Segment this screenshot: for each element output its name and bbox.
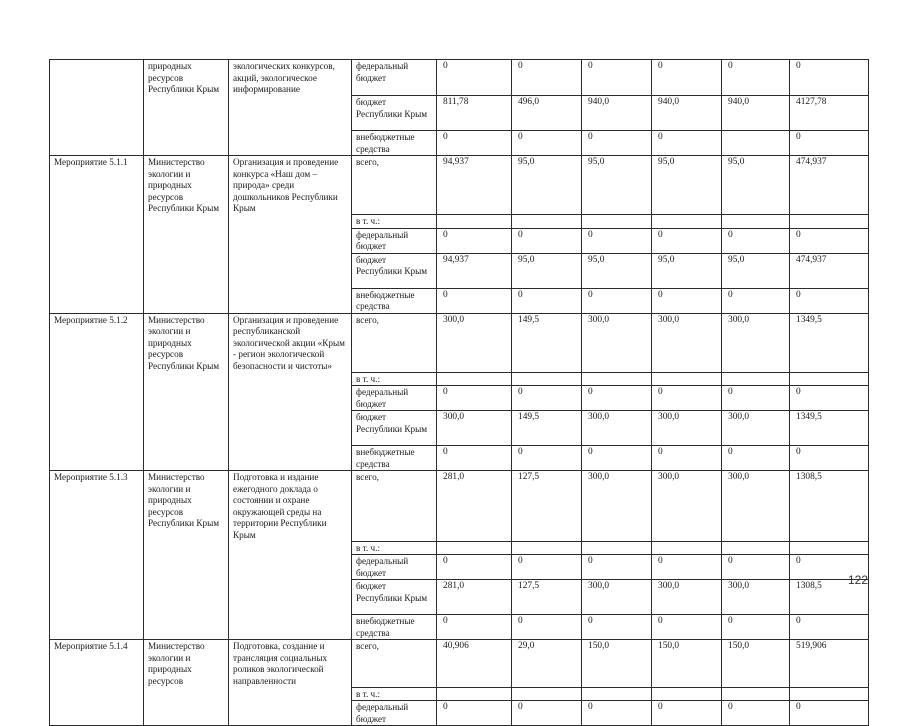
amount-cell: 95,0	[652, 253, 722, 288]
amount-cell: 95,0	[652, 156, 722, 215]
funding-source-cell: всего,	[352, 640, 437, 688]
amount-cell: 0	[582, 446, 652, 471]
amount-cell: 0	[722, 288, 790, 313]
table-row	[50, 615, 869, 640]
amount-cell: 300,0	[437, 411, 512, 446]
amount-cell: 0	[512, 555, 582, 580]
description-cell	[229, 96, 352, 131]
amount-cell: 0	[790, 60, 869, 96]
amount-cell	[512, 215, 582, 229]
amount-cell: 150,0	[722, 640, 790, 688]
description-cell	[229, 541, 352, 555]
table-row	[50, 60, 869, 96]
funding-source-cell: всего,	[352, 156, 437, 215]
amount-cell: 0	[790, 288, 869, 313]
table-row	[50, 580, 869, 615]
amount-cell: 1308,5	[790, 580, 869, 615]
amount-cell: 0	[582, 615, 652, 640]
amount-cell: 0	[437, 701, 512, 726]
amount-cell: 0	[512, 228, 582, 253]
amount-cell: 300,0	[652, 471, 722, 542]
event-cell	[50, 372, 144, 386]
amount-cell: 0	[582, 228, 652, 253]
amount-cell	[790, 541, 869, 555]
table-row	[50, 446, 869, 471]
description-cell	[229, 687, 352, 701]
amount-cell: 0	[790, 131, 869, 156]
table-row	[50, 313, 869, 372]
description-cell: Организация и проведение республиканской экологической акции «Крым - регион экологической безопасности и чистоты»	[229, 313, 352, 372]
executor-cell: Министерство экологии и природных ресурсов	[144, 640, 229, 688]
description-cell	[229, 411, 352, 446]
executor-cell	[144, 253, 229, 288]
event-cell	[50, 253, 144, 288]
description-cell	[229, 555, 352, 580]
executor-cell	[144, 131, 229, 156]
amount-cell	[512, 541, 582, 555]
amount-cell	[790, 215, 869, 229]
amount-cell: 0	[722, 386, 790, 411]
amount-cell: 94,937	[437, 156, 512, 215]
amount-cell: 1349,5	[790, 411, 869, 446]
description-cell: Подготовка, создание и трансляция социальных роликов экологической направленности	[229, 640, 352, 688]
amount-cell: 811,78	[437, 96, 512, 131]
executor-cell	[144, 615, 229, 640]
amount-cell: 0	[437, 288, 512, 313]
executor-cell	[144, 411, 229, 446]
amount-cell: 300,0	[582, 471, 652, 542]
amount-cell: 0	[790, 555, 869, 580]
amount-cell: 0	[652, 701, 722, 726]
description-cell	[229, 372, 352, 386]
amount-cell: 0	[722, 60, 790, 96]
executor-cell	[144, 288, 229, 313]
funding-source-cell: всего,	[352, 471, 437, 542]
table-row	[50, 640, 869, 688]
funding-source-cell: федеральный бюджет	[352, 386, 437, 411]
amount-cell	[722, 687, 790, 701]
amount-cell: 0	[512, 131, 582, 156]
event-cell: Мероприятие 5.1.1	[50, 156, 144, 215]
amount-cell: 0	[722, 446, 790, 471]
event-cell	[50, 411, 144, 446]
description-cell	[229, 288, 352, 313]
amount-cell	[437, 372, 512, 386]
amount-cell	[437, 687, 512, 701]
amount-cell: 0	[437, 386, 512, 411]
event-cell	[50, 131, 144, 156]
event-cell	[50, 580, 144, 615]
executor-cell: Министерство экологии и природных ресурсов Республики Крым	[144, 313, 229, 372]
amount-cell: 0	[790, 615, 869, 640]
amount-cell: 0	[437, 228, 512, 253]
table-row	[50, 131, 869, 156]
amount-cell: 95,0	[582, 253, 652, 288]
funding-source-cell: федеральный бюджет	[352, 228, 437, 253]
amount-cell: 0	[437, 60, 512, 96]
executor-cell	[144, 555, 229, 580]
funding-source-cell: в т. ч.:	[352, 541, 437, 555]
description-cell	[229, 131, 352, 156]
amount-cell: 0	[722, 555, 790, 580]
page-number: 122	[847, 573, 868, 587]
event-cell	[50, 446, 144, 471]
amount-cell: 0	[652, 386, 722, 411]
table-row	[50, 215, 869, 229]
description-cell	[229, 615, 352, 640]
funding-source-cell: федеральный бюджет	[352, 701, 437, 726]
table-row	[50, 253, 869, 288]
amount-cell: 0	[512, 701, 582, 726]
amount-cell	[582, 687, 652, 701]
amount-cell: 0	[652, 555, 722, 580]
executor-cell	[144, 580, 229, 615]
amount-cell: 149,5	[512, 411, 582, 446]
executor-cell	[144, 372, 229, 386]
funding-source-cell: федеральный бюджет	[352, 555, 437, 580]
amount-cell: 0	[722, 615, 790, 640]
executor-cell: природных ресурсов Республики Крым	[144, 60, 229, 96]
amount-cell: 474,937	[790, 253, 869, 288]
table-row	[50, 541, 869, 555]
amount-cell: 0	[512, 288, 582, 313]
description-cell	[229, 253, 352, 288]
amount-cell: 0	[790, 386, 869, 411]
amount-cell: 0	[652, 131, 722, 156]
budget-table	[49, 59, 869, 726]
table-row	[50, 411, 869, 446]
amount-cell	[652, 541, 722, 555]
amount-cell: 940,0	[652, 96, 722, 131]
amount-cell: 150,0	[652, 640, 722, 688]
amount-cell: 149,5	[512, 313, 582, 372]
description-cell: экологических конкурсов, акций, экологическое информирование	[229, 60, 352, 96]
amount-cell: 519,906	[790, 640, 869, 688]
event-cell	[50, 228, 144, 253]
event-cell	[50, 687, 144, 701]
amount-cell: 95,0	[722, 156, 790, 215]
event-cell: Мероприятие 5.1.4	[50, 640, 144, 688]
funding-source-cell: всего,	[352, 313, 437, 372]
funding-source-cell: бюджет Республики Крым	[352, 580, 437, 615]
amount-cell: 474,937	[790, 156, 869, 215]
amount-cell: 94,937	[437, 253, 512, 288]
amount-cell	[652, 372, 722, 386]
amount-cell: 0	[652, 228, 722, 253]
executor-cell	[144, 446, 229, 471]
amount-cell: 281,0	[437, 580, 512, 615]
amount-cell: 4127,78	[790, 96, 869, 131]
amount-cell: 300,0	[722, 580, 790, 615]
amount-cell: 940,0	[722, 96, 790, 131]
amount-cell	[512, 372, 582, 386]
amount-cell: 300,0	[652, 411, 722, 446]
amount-cell	[790, 687, 869, 701]
funding-source-cell: внебюджетные средства	[352, 446, 437, 471]
table-row	[50, 471, 869, 542]
table-row	[50, 156, 869, 215]
amount-cell: 0	[582, 555, 652, 580]
funding-source-cell: бюджет Республики Крым	[352, 96, 437, 131]
amount-cell: 0	[437, 555, 512, 580]
amount-cell: 0	[722, 228, 790, 253]
amount-cell	[722, 372, 790, 386]
amount-cell: 300,0	[722, 411, 790, 446]
amount-cell: 300,0	[582, 411, 652, 446]
amount-cell: 300,0	[722, 471, 790, 542]
funding-source-cell: бюджет Республики Крым	[352, 253, 437, 288]
event-cell	[50, 288, 144, 313]
amount-cell: 0	[512, 60, 582, 96]
description-cell: Подготовка и издание ежегодного доклада о состоянии и охране окружающей среды на территории Республики Крым	[229, 471, 352, 542]
amount-cell: 95,0	[722, 253, 790, 288]
description-cell: Организация и проведение конкурса «Наш дом – природа» среди дошкольников Республики Крым	[229, 156, 352, 215]
amount-cell: 0	[652, 615, 722, 640]
amount-cell: 0	[437, 615, 512, 640]
event-cell	[50, 701, 144, 726]
executor-cell: Министерство экологии и природных ресурсов Республики Крым	[144, 156, 229, 215]
amount-cell: 150,0	[582, 640, 652, 688]
amount-cell: 95,0	[512, 253, 582, 288]
description-cell	[229, 228, 352, 253]
amount-cell: 300,0	[582, 580, 652, 615]
table-row	[50, 96, 869, 131]
amount-cell	[582, 541, 652, 555]
amount-cell: 300,0	[652, 313, 722, 372]
executor-cell	[144, 386, 229, 411]
amount-cell: 0	[512, 615, 582, 640]
description-cell	[229, 386, 352, 411]
description-cell	[229, 446, 352, 471]
amount-cell	[582, 215, 652, 229]
event-cell	[50, 96, 144, 131]
funding-source-cell: внебюджетные средства	[352, 615, 437, 640]
amount-cell	[790, 372, 869, 386]
amount-cell: 0	[652, 446, 722, 471]
description-cell	[229, 215, 352, 229]
amount-cell	[437, 215, 512, 229]
amount-cell: 1308,5	[790, 471, 869, 542]
event-cell	[50, 215, 144, 229]
amount-cell: 940,0	[582, 96, 652, 131]
amount-cell: 0	[790, 701, 869, 726]
funding-source-cell: внебюджетные средства	[352, 131, 437, 156]
amount-cell: 0	[512, 446, 582, 471]
executor-cell	[144, 701, 229, 726]
table-row	[50, 372, 869, 386]
amount-cell: 29,0	[512, 640, 582, 688]
amount-cell: 40,906	[437, 640, 512, 688]
executor-cell	[144, 228, 229, 253]
funding-source-cell: федеральный бюджет	[352, 60, 437, 96]
amount-cell: 0	[722, 701, 790, 726]
amount-cell: 281,0	[437, 471, 512, 542]
amount-cell	[722, 215, 790, 229]
amount-cell	[582, 372, 652, 386]
description-cell	[229, 701, 352, 726]
event-cell: Мероприятие 5.1.2	[50, 313, 144, 372]
amount-cell: 496,0	[512, 96, 582, 131]
amount-cell: 0	[582, 701, 652, 726]
amount-cell	[437, 541, 512, 555]
amount-cell: 0	[582, 131, 652, 156]
funding-source-cell: бюджет Республики Крым	[352, 411, 437, 446]
table-row	[50, 386, 869, 411]
amount-cell: 0	[582, 386, 652, 411]
executor-cell	[144, 215, 229, 229]
amount-cell: 300,0	[437, 313, 512, 372]
table-row	[50, 701, 869, 726]
amount-cell	[652, 687, 722, 701]
amount-cell	[722, 541, 790, 555]
amount-cell: 300,0	[722, 313, 790, 372]
executor-cell	[144, 96, 229, 131]
amount-cell: 300,0	[582, 313, 652, 372]
funding-source-cell: в т. ч.:	[352, 215, 437, 229]
table-row	[50, 228, 869, 253]
amount-cell: 0	[790, 446, 869, 471]
amount-cell: 0	[790, 228, 869, 253]
amount-cell: 0	[652, 288, 722, 313]
amount-cell: 0	[437, 131, 512, 156]
funding-source-cell: в т. ч.:	[352, 372, 437, 386]
amount-cell	[512, 687, 582, 701]
description-cell	[229, 580, 352, 615]
amount-cell: 0	[582, 60, 652, 96]
event-cell	[50, 615, 144, 640]
funding-source-cell: внебюджетные средства	[352, 288, 437, 313]
event-cell: Мероприятие 5.1.3	[50, 471, 144, 542]
amount-cell: 127,5	[512, 580, 582, 615]
event-cell	[50, 555, 144, 580]
amount-cell	[722, 131, 790, 156]
amount-cell: 95,0	[512, 156, 582, 215]
amount-cell	[652, 215, 722, 229]
table-row	[50, 687, 869, 701]
event-cell	[50, 386, 144, 411]
event-cell	[50, 60, 144, 96]
amount-cell: 0	[437, 446, 512, 471]
amount-cell: 300,0	[652, 580, 722, 615]
amount-cell: 1349,5	[790, 313, 869, 372]
table-row	[50, 288, 869, 313]
executor-cell: Министерство экологии и природных ресурсов Республики Крым	[144, 471, 229, 542]
amount-cell: 127,5	[512, 471, 582, 542]
table-row	[50, 555, 869, 580]
executor-cell	[144, 687, 229, 701]
amount-cell: 0	[652, 60, 722, 96]
funding-source-cell: в т. ч.:	[352, 687, 437, 701]
executor-cell	[144, 541, 229, 555]
event-cell	[50, 541, 144, 555]
amount-cell: 0	[512, 386, 582, 411]
amount-cell: 95,0	[582, 156, 652, 215]
amount-cell: 0	[582, 288, 652, 313]
